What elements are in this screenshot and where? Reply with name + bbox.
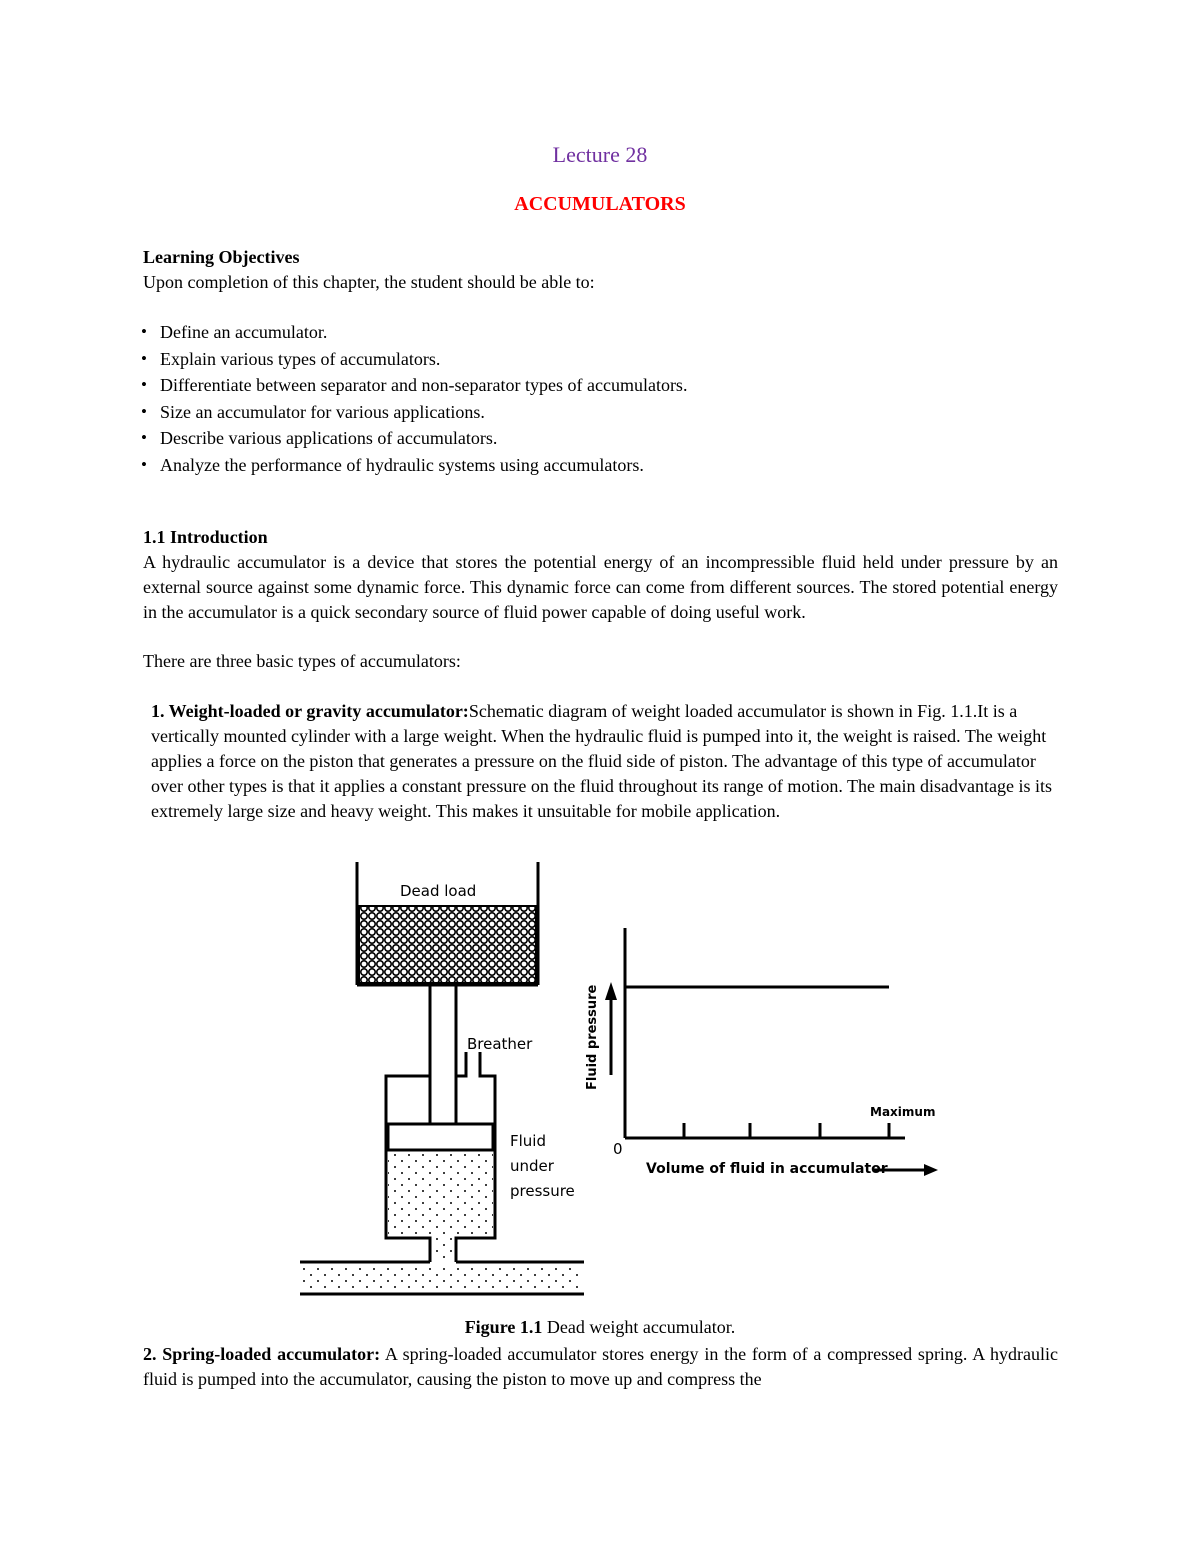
piston-rod <box>430 985 456 1124</box>
list-item: • Explain various types of accumulators. <box>143 346 687 373</box>
breather-label: Breather <box>467 1035 533 1053</box>
weight-loaded-heading: 1. Weight-loaded or gravity accumulator: <box>151 701 469 721</box>
graph-axes <box>625 928 905 1138</box>
x-axis-ticks <box>684 1123 889 1138</box>
fluid-label-line-2: under <box>510 1157 554 1175</box>
cylinder-body <box>386 1058 495 1262</box>
objectives-list <box>143 319 687 478</box>
dead-load-label: Dead load <box>400 882 477 900</box>
x-axis-label: Volume of fluid in accumulator <box>646 1161 888 1177</box>
figure-caption <box>0 1317 1200 1338</box>
figure-caption-number: Figure 1.1 <box>464 1317 543 1337</box>
list-item: • Describe various applications of accumulators. <box>143 425 687 452</box>
fluid-label-line-3: pressure <box>510 1182 575 1200</box>
dead-load-block <box>359 906 536 983</box>
weight-loaded-text: Schematic diagram of weight loaded accumulator is shown in Fig. 1.1.It is a vertically mounted cylinder with a large weight. When the hydraulic fluid is pumped into it, the weight is raised. The weight applies a force on the piston that generates a pressure on the fluid side of piston. The advantage of this type of accumulator over other types is that it applies a constant pressure on the fluid throughout its range of motion. The main disadvantage is its extremely large size and heavy weight. This makes it unsuitable for mobile application. <box>151 701 1052 821</box>
list-item: • Size an accumulator for various applications. <box>143 399 687 426</box>
objectives-intro: Upon completion of this chapter, the student should be able to: <box>143 272 595 292</box>
supply-pipe <box>300 1262 584 1294</box>
objectives-heading: Learning Objectives <box>143 247 300 267</box>
lecture-number: Lecture 28 <box>552 142 648 167</box>
spring-loaded-heading: 2. Spring-loaded accumulator: <box>143 1344 381 1364</box>
list-item: • Define an accumulator. <box>143 319 687 346</box>
types-line: There are three basic types of accumulators: <box>143 651 461 671</box>
origin-label: 0 <box>613 1140 623 1158</box>
figure-caption-text: Dead weight accumulator. <box>542 1317 736 1337</box>
introduction-heading: 1.1 Introduction <box>143 527 268 547</box>
lecture-title: ACCUMULATORS <box>514 193 686 215</box>
piston <box>388 1124 493 1150</box>
maximum-label: Maximum <box>870 1105 936 1119</box>
list-item: • Analyze the performance of hydraulic systems using accumulators. <box>143 452 687 479</box>
weight-loaded-paragraph <box>151 699 1061 824</box>
y-axis-label: Fluid pressure <box>585 984 600 1090</box>
introduction-paragraph: A hydraulic accumulator is a device that stores the potential energy of an incompressible fluid held under pressure by an external source against some dynamic force. This dynamic force can come from different sources. The stored potential energy in the accumulator is a quick secondary source of fluid power capable of doing useful work. <box>143 552 1058 622</box>
y-axis-arrow <box>605 982 617 1075</box>
list-item: • Differentiate between separator and non-separator types of accumulators. <box>143 372 687 399</box>
spring-loaded-text: A spring-loaded accumulator stores energy in the form of a compressed spring. A hydraulic fluid is pumped into the accumulator, causing the piston to move up and compress the <box>143 1344 1058 1389</box>
weight-container <box>357 862 538 985</box>
spring-loaded-paragraph <box>143 1342 1058 1392</box>
fluid-label-line-1: Fluid <box>510 1132 546 1150</box>
fluid-chamber <box>388 1152 493 1236</box>
